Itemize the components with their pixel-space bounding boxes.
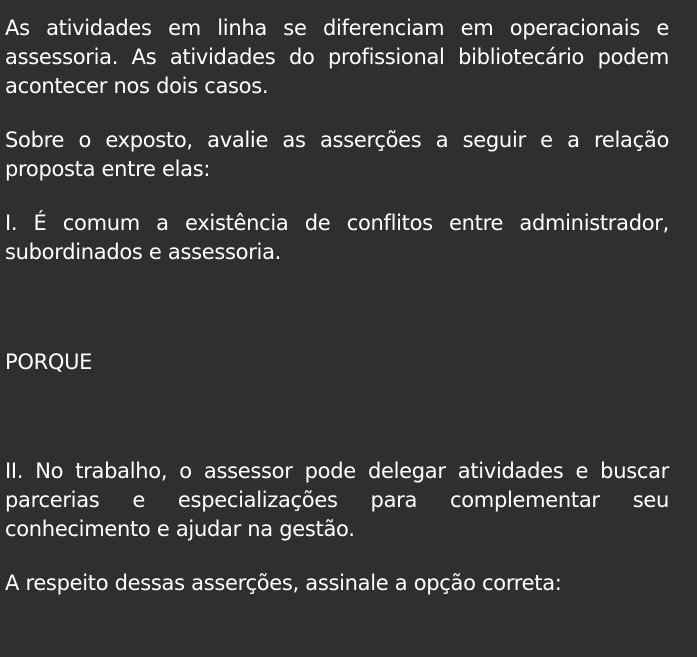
assertion-one: I. É comum a existência de conflitos entre administrador, subordinados e assessoria. (5, 211, 669, 264)
question-instruction: Sobre o exposto, avalie as asserções a seguir e a relação proposta entre elas: (5, 128, 669, 181)
question-intro: As atividades em linha se diferenciam em operacionais e assessoria. As atividades do profissional bibliotecário podem acontecer nos dois casos. (5, 16, 669, 98)
assertion-two: II. No trabalho, o assessor pode delegar atividades e buscar parcerias e especializações para complementar seu conhecimento e ajudar na gestão. (5, 459, 669, 541)
question-prompt: A respeito dessas asserções, assinale a opção correta: (5, 571, 562, 595)
porque-connector: PORQUE (5, 350, 93, 374)
